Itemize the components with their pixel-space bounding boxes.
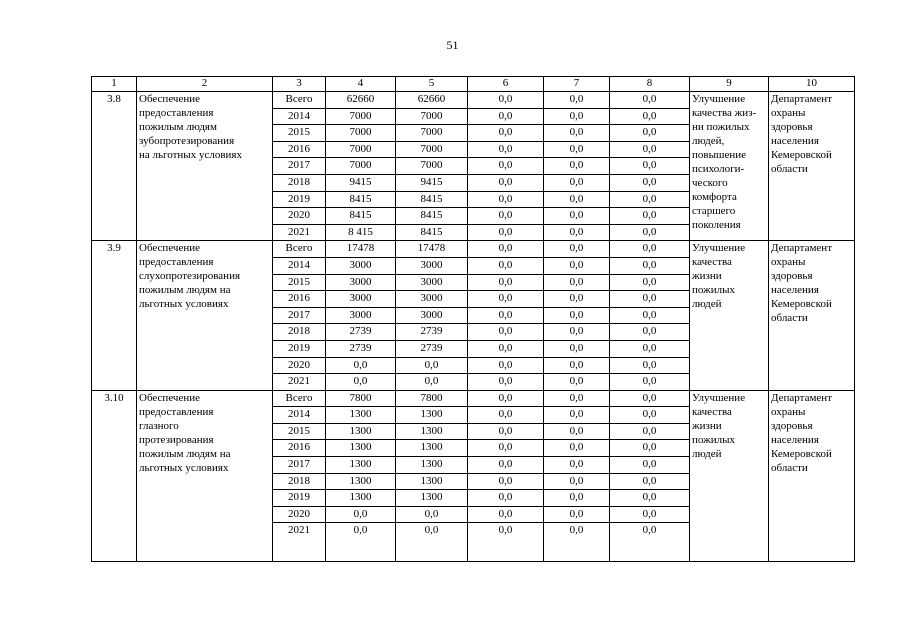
federal-cell: 0,0 [468,92,544,109]
local-cell: 0,0 [544,407,610,424]
program-table [91,76,855,562]
federal-cell: 0,0 [468,324,544,341]
header-cell-9: 9 [690,77,769,92]
regional-cell: 3000 [396,274,468,291]
year-cell: 2014 [273,108,326,125]
expected-result-line: людей, [692,135,725,147]
measure-name-line: предоставления [139,107,214,119]
regional-cell: 1300 [396,440,468,457]
year-cell: 2021 [273,224,326,241]
other-cell: 0,0 [610,274,690,291]
regional-cell: 9415 [396,174,468,191]
total-cell: 1300 [326,473,396,490]
other-cell: 0,0 [610,241,690,258]
regional-cell: 0,0 [396,374,468,391]
federal-cell: 0,0 [468,473,544,490]
local-cell: 0,0 [544,357,610,374]
measure-name-line: Обеспечение [139,93,200,105]
local-cell: 0,0 [544,457,610,474]
federal-cell: 0,0 [468,307,544,324]
executor-line: области [771,163,808,175]
year-cell: 2017 [273,457,326,474]
header-cell-5: 5 [396,77,468,92]
local-cell: 0,0 [544,390,610,407]
header-cell-10: 10 [769,77,855,92]
executor-line: Департамент [771,93,833,105]
other-cell: 0,0 [610,257,690,274]
header-cell-1: 1 [92,77,137,92]
total-cell: 8 415 [326,224,396,241]
local-cell: 0,0 [544,506,610,523]
other-cell: 0,0 [610,92,690,109]
total-cell: 2739 [326,324,396,341]
total-cell: 3000 [326,307,396,324]
executor-line: Департамент [771,391,833,404]
federal-cell: 0,0 [468,457,544,474]
local-cell: 0,0 [544,340,610,357]
measure-name-line: пожилым людям на [139,447,231,460]
regional-cell: 8415 [396,191,468,208]
local-cell: 0,0 [544,92,610,109]
measure-name-line: Обеспечение [139,391,200,404]
expected-result-line: людей [692,298,722,311]
federal-cell: 0,0 [468,125,544,142]
expected-result-line: Улучшение [692,391,746,404]
federal-cell: 0,0 [468,257,544,274]
total-cell: 7000 [326,141,396,158]
other-cell: 0,0 [610,440,690,457]
expected-result-line: психологи- [692,163,745,175]
federal-cell: 0,0 [468,423,544,440]
expected-result-line: Улучшение [692,242,746,255]
year-cell: Всего [273,390,326,407]
expected-result-line: качества [692,405,732,418]
total-cell: 7800 [326,390,396,407]
other-cell: 0,0 [610,340,690,357]
executor-line: области [771,312,808,325]
regional-cell: 3000 [396,291,468,308]
federal-cell: 0,0 [468,174,544,191]
other-cell: 0,0 [610,208,690,225]
expected-result-line: жизни [692,270,722,283]
executor-line: Кемеровской [771,149,832,161]
regional-cell: 62660 [396,92,468,109]
executor-line: Департамент [771,242,833,255]
year-cell: 2017 [273,307,326,324]
measure-name-line: предоставления [139,256,214,269]
total-cell: 17478 [326,241,396,258]
measure-name-line: зубопротезирования [139,135,235,147]
executor-line: здоровья [771,419,813,432]
year-cell: 2018 [273,473,326,490]
federal-cell: 0,0 [468,191,544,208]
year-cell: 2020 [273,357,326,374]
expected-result-line: пожилых [692,284,735,297]
regional-cell: 1300 [396,490,468,507]
year-cell: 2014 [273,407,326,424]
local-cell: 0,0 [544,141,610,158]
year-cell: 2015 [273,423,326,440]
measure-name-line: Обеспечение [139,242,200,255]
year-cell: 2017 [273,158,326,175]
federal-cell: 0,0 [468,440,544,457]
federal-cell: 0,0 [468,241,544,258]
regional-cell: 3000 [396,307,468,324]
expected-result-line: комфорта [692,191,737,203]
total-cell: 3000 [326,274,396,291]
total-cell: 0,0 [326,523,396,562]
measure-name-line: пожилым людям [139,121,217,133]
other-cell: 0,0 [610,423,690,440]
executor-line: населения [771,433,819,446]
header-cell-7: 7 [544,77,610,92]
measure-name-line: пожилым людям на [139,284,231,297]
year-cell: 2020 [273,506,326,523]
regional-cell: 1300 [396,423,468,440]
executor-line: Кемеровской [771,447,832,460]
local-cell: 0,0 [544,125,610,142]
total-cell: 0,0 [326,374,396,391]
regional-cell: 2739 [396,324,468,341]
local-cell: 0,0 [544,423,610,440]
other-cell: 0,0 [610,158,690,175]
executor-line: населения [771,284,819,297]
total-cell: 1300 [326,407,396,424]
local-cell: 0,0 [544,440,610,457]
regional-cell: 0,0 [396,506,468,523]
table-row [92,92,855,109]
table-row [92,241,855,258]
local-cell: 0,0 [544,108,610,125]
regional-cell: 3000 [396,257,468,274]
federal-cell: 0,0 [468,291,544,308]
measure-name-line: льготных условиях [139,298,229,311]
local-cell: 0,0 [544,523,610,562]
executor-line: Кемеровской [771,298,832,311]
executor [769,390,855,562]
header-cell-3: 3 [273,77,326,92]
expected-result-line: пожилых [692,433,735,446]
expected-result [690,390,769,562]
page-number: 51 [446,38,459,52]
measure-name-line: глазного [139,419,179,432]
total-cell: 0,0 [326,357,396,374]
other-cell: 0,0 [610,473,690,490]
local-cell: 0,0 [544,174,610,191]
regional-cell: 7000 [396,125,468,142]
measure-name-line: на льготных условиях [139,149,242,161]
regional-cell: 1300 [396,407,468,424]
federal-cell: 0,0 [468,407,544,424]
total-cell: 9415 [326,174,396,191]
measure-name [137,241,273,390]
regional-cell: 7800 [396,390,468,407]
local-cell: 0,0 [544,274,610,291]
other-cell: 0,0 [610,390,690,407]
federal-cell: 0,0 [468,490,544,507]
year-cell: 2019 [273,340,326,357]
other-cell: 0,0 [610,125,690,142]
federal-cell: 0,0 [468,158,544,175]
regional-cell: 17478 [396,241,468,258]
regional-cell: 7000 [396,141,468,158]
expected-result-line: людей [692,447,722,460]
expected-result-line: жизни [692,419,722,432]
expected-result-line: повышение [692,149,746,161]
year-cell: 2018 [273,174,326,191]
header-row [92,77,855,92]
federal-cell: 0,0 [468,506,544,523]
table-row [92,390,855,407]
year-cell: 2016 [273,440,326,457]
measure-name-line: слухопротезирования [139,270,241,283]
local-cell: 0,0 [544,291,610,308]
regional-cell: 0,0 [396,523,468,562]
regional-cell: 8415 [396,224,468,241]
other-cell: 0,0 [610,523,690,562]
federal-cell: 0,0 [468,374,544,391]
year-cell: 2021 [273,523,326,562]
other-cell: 0,0 [610,324,690,341]
other-cell: 0,0 [610,224,690,241]
executor-line: здоровья [771,270,813,283]
year-cell: 2019 [273,490,326,507]
measure-name-line: протезирования [139,433,214,446]
regional-cell: 0,0 [396,357,468,374]
other-cell: 0,0 [610,374,690,391]
year-cell: 2018 [273,324,326,341]
federal-cell: 0,0 [468,108,544,125]
total-cell: 7000 [326,125,396,142]
federal-cell: 0,0 [468,274,544,291]
local-cell: 0,0 [544,208,610,225]
year-cell: 2019 [273,191,326,208]
local-cell: 0,0 [544,224,610,241]
expected-result-line: старшего [692,205,736,217]
section-number: 3.10 [92,390,137,562]
year-cell: 2016 [273,141,326,158]
executor-line: охраны [771,256,806,269]
expected-result-line: качества жиз- [692,107,757,119]
executor-line: охраны [771,107,806,119]
total-cell: 8415 [326,208,396,225]
header-cell-2: 2 [137,77,273,92]
other-cell: 0,0 [610,108,690,125]
other-cell: 0,0 [610,141,690,158]
expected-result-line: поколения [692,219,741,231]
header-cell-8: 8 [610,77,690,92]
local-cell: 0,0 [544,241,610,258]
other-cell: 0,0 [610,291,690,308]
total-cell: 7000 [326,108,396,125]
executor [769,92,855,241]
other-cell: 0,0 [610,407,690,424]
other-cell: 0,0 [610,490,690,507]
regional-cell: 7000 [396,108,468,125]
year-cell: 2020 [273,208,326,225]
year-cell: Всего [273,241,326,258]
federal-cell: 0,0 [468,357,544,374]
federal-cell: 0,0 [468,340,544,357]
expected-result [690,92,769,241]
expected-result-line: качества [692,256,732,269]
federal-cell: 0,0 [468,224,544,241]
measure-name [137,390,273,562]
local-cell: 0,0 [544,257,610,274]
total-cell: 8415 [326,191,396,208]
local-cell: 0,0 [544,374,610,391]
local-cell: 0,0 [544,191,610,208]
regional-cell: 2739 [396,340,468,357]
local-cell: 0,0 [544,473,610,490]
year-cell: 2016 [273,291,326,308]
executor-line: области [771,461,808,474]
other-cell: 0,0 [610,506,690,523]
federal-cell: 0,0 [468,141,544,158]
year-cell: 2021 [273,374,326,391]
total-cell: 62660 [326,92,396,109]
local-cell: 0,0 [544,490,610,507]
total-cell: 1300 [326,423,396,440]
total-cell: 2739 [326,340,396,357]
year-cell: 2014 [273,257,326,274]
year-cell: Всего [273,92,326,109]
expected-result-line: ни пожилых [692,121,750,133]
other-cell: 0,0 [610,457,690,474]
federal-cell: 0,0 [468,523,544,562]
total-cell: 3000 [326,291,396,308]
section-number: 3.8 [92,92,137,241]
expected-result [690,241,769,390]
expected-result-line: ческого [692,177,728,189]
local-cell: 0,0 [544,324,610,341]
year-cell: 2015 [273,274,326,291]
regional-cell: 1300 [396,473,468,490]
measure-name [137,92,273,241]
total-cell: 0,0 [326,506,396,523]
header-cell-4: 4 [326,77,396,92]
section-number: 3.9 [92,241,137,390]
regional-cell: 1300 [396,457,468,474]
local-cell: 0,0 [544,307,610,324]
header-cell-6: 6 [468,77,544,92]
total-cell: 1300 [326,457,396,474]
total-cell: 3000 [326,257,396,274]
other-cell: 0,0 [610,307,690,324]
executor-line: населения [771,135,819,147]
executor-line: здоровья [771,121,813,133]
expected-result-line: Улучшение [692,93,746,105]
measure-name-line: предоставления [139,405,214,418]
total-cell: 1300 [326,490,396,507]
executor [769,241,855,390]
total-cell: 1300 [326,440,396,457]
regional-cell: 7000 [396,158,468,175]
other-cell: 0,0 [610,357,690,374]
total-cell: 7000 [326,158,396,175]
year-cell: 2015 [273,125,326,142]
regional-cell: 8415 [396,208,468,225]
local-cell: 0,0 [544,158,610,175]
measure-name-line: льготных условиях [139,461,229,474]
federal-cell: 0,0 [468,208,544,225]
other-cell: 0,0 [610,174,690,191]
other-cell: 0,0 [610,191,690,208]
federal-cell: 0,0 [468,390,544,407]
executor-line: охраны [771,405,806,418]
